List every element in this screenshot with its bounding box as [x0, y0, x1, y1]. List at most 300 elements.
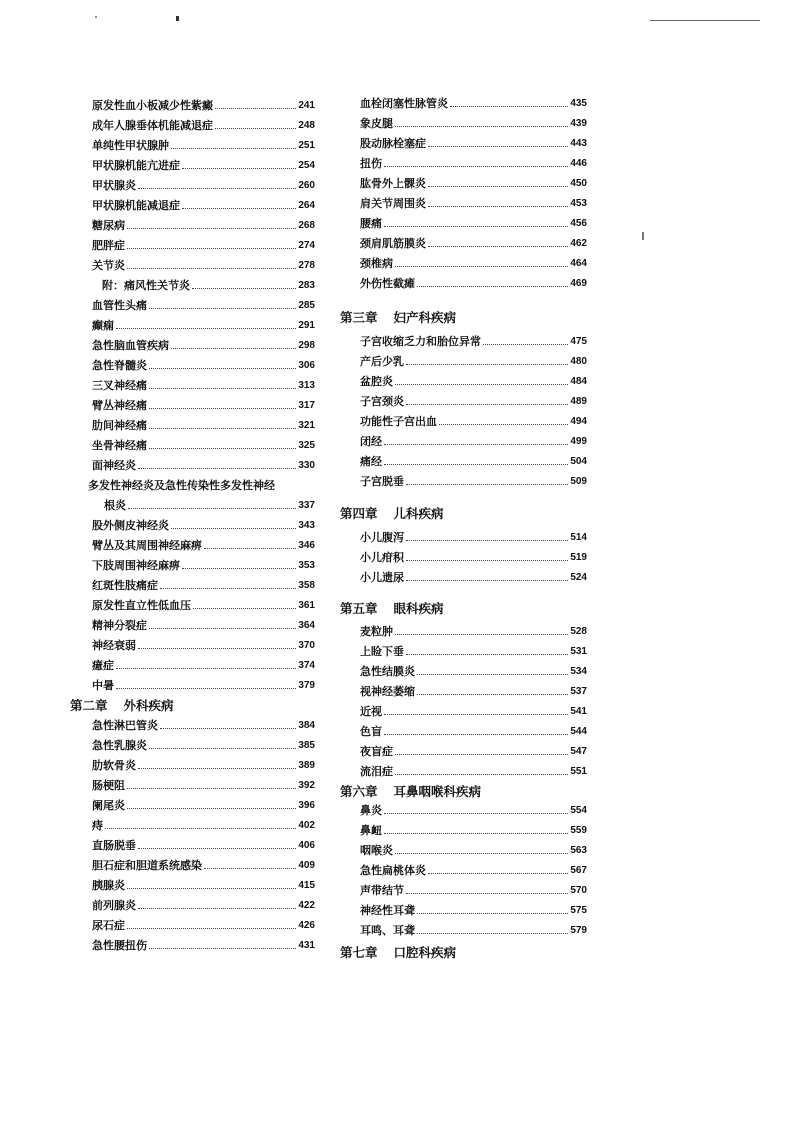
entry-title: 股动脉栓塞症: [360, 137, 426, 150]
dot-leader: [439, 424, 568, 425]
entry-page: 278: [298, 259, 315, 271]
dot-leader: [204, 868, 296, 869]
toc-entry[interactable]: [340, 860, 587, 880]
dot-leader: [395, 774, 568, 775]
dot-leader: [406, 893, 568, 894]
dot-leader: [450, 106, 568, 107]
entry-title: 声带结节: [360, 884, 404, 897]
entry-title: 中暑: [92, 679, 114, 692]
entry-title: 成年人腺垂体机能减退症: [92, 119, 213, 132]
chapter-number: 第六章: [340, 783, 378, 799]
dot-leader: [127, 888, 296, 889]
entry-title: 甲状腺机能减退症: [92, 199, 180, 212]
header-rule: [650, 20, 760, 21]
entry-title: 急性脊髓炎: [92, 359, 147, 372]
toc-entry[interactable]: [70, 115, 315, 135]
toc-entry[interactable]: [70, 915, 315, 935]
toc-entry[interactable]: [340, 273, 587, 293]
entry-page: 494: [570, 415, 587, 427]
chapter-heading: [340, 595, 587, 621]
toc-entry[interactable]: [70, 875, 315, 895]
entry-page: 456: [570, 217, 587, 229]
entry-page: 374: [298, 659, 315, 671]
toc-entry[interactable]: [70, 95, 315, 115]
dot-leader: [395, 754, 568, 755]
dot-leader: [384, 444, 568, 445]
toc-entry[interactable]: [340, 471, 587, 491]
chapter-number: 第三章: [340, 310, 378, 325]
dot-leader: [384, 166, 568, 167]
toc-entry[interactable]: [340, 900, 587, 920]
dot-leader: [406, 654, 568, 655]
toc-entry[interactable]: [340, 701, 587, 721]
entry-title: 糖尿病: [92, 219, 125, 232]
dot-leader: [406, 540, 568, 541]
dot-leader: [149, 388, 296, 389]
toc-entry[interactable]: [340, 820, 587, 840]
toc-entry[interactable]: [70, 835, 315, 855]
entry-page: 422: [298, 899, 315, 911]
toc-entry[interactable]: [70, 515, 315, 535]
toc-entry[interactable]: [70, 375, 315, 395]
dot-leader: [384, 813, 568, 814]
entry-title: 小儿腹泻: [360, 531, 404, 544]
dot-leader: [417, 286, 568, 287]
entry-page: 544: [570, 725, 587, 737]
toc-entry[interactable]: [340, 173, 587, 193]
toc-entry[interactable]: [340, 233, 587, 253]
dot-leader: [215, 128, 296, 129]
dot-leader: [127, 268, 296, 269]
toc-entry[interactable]: [340, 547, 587, 567]
dot-leader: [149, 448, 296, 449]
toc-entry[interactable]: [70, 555, 315, 575]
dot-leader: [149, 308, 296, 309]
dot-leader: [127, 808, 296, 809]
dot-leader: [417, 933, 568, 934]
toc-entry[interactable]: [340, 213, 587, 233]
chapter-heading: [340, 781, 587, 800]
toc-entry[interactable]: [70, 755, 315, 775]
entry-title: 癔症: [92, 659, 114, 672]
entry-page: 528: [570, 625, 587, 637]
entry-title: 扭伤: [360, 157, 382, 170]
entry-page: 575: [570, 904, 587, 916]
dot-leader: [182, 208, 296, 209]
toc-entry[interactable]: [70, 135, 315, 155]
entry-page: 480: [570, 355, 587, 367]
dot-leader: [428, 146, 568, 147]
dot-leader: [138, 468, 296, 469]
entry-page: 385: [298, 739, 315, 751]
toc-entry[interactable]: [70, 175, 315, 195]
entry-title: 麦粒肿: [360, 625, 393, 638]
entry-title: 盆腔炎: [360, 375, 393, 388]
scan-speck: [176, 16, 179, 21]
entry-title: 肋软骨炎: [92, 759, 136, 772]
toc-entry[interactable]: [340, 567, 587, 587]
entry-page: 406: [298, 839, 315, 851]
entry-page: 358: [298, 579, 315, 591]
entry-title: 闭经: [360, 435, 382, 448]
entry-page: 541: [570, 705, 587, 717]
dot-leader: [428, 873, 568, 874]
entry-title: 痔: [92, 819, 103, 832]
dot-leader: [384, 464, 568, 465]
entry-title: 关节炎: [92, 259, 125, 272]
dot-leader: [428, 186, 568, 187]
entry-page: 389: [298, 759, 315, 771]
dot-leader: [116, 328, 296, 329]
toc-entry[interactable]: [70, 635, 315, 655]
entry-title: 急性扁桃体炎: [360, 864, 426, 877]
entry-title: 面神经炎: [92, 459, 136, 472]
entry-page: 346: [298, 539, 315, 551]
toc-entry[interactable]: [340, 133, 587, 153]
toc-entry[interactable]: [340, 113, 587, 133]
entry-page: 264: [298, 199, 315, 211]
dot-leader: [384, 714, 568, 715]
entry-page: 337: [298, 499, 315, 511]
chapter-title: 耳鼻咽喉科疾病: [393, 783, 482, 799]
dot-leader: [149, 948, 296, 949]
entry-title: 急性脑血管疾病: [92, 339, 169, 352]
dot-leader: [384, 226, 568, 227]
toc-entry[interactable]: [70, 855, 315, 875]
toc-entry[interactable]: [70, 215, 315, 235]
entry-title: 近视: [360, 705, 382, 718]
entry-title: 癫痫: [92, 319, 114, 332]
toc-entry[interactable]: [70, 575, 315, 595]
toc-entry[interactable]: [340, 641, 587, 661]
entry-title: 甲状腺机能亢进症: [92, 159, 180, 172]
entry-page: 291: [298, 319, 315, 331]
entry-page: 554: [570, 804, 587, 816]
entry-title: 痛经: [360, 455, 382, 468]
chapter-heading: [70, 695, 315, 715]
dot-leader: [138, 908, 296, 909]
dot-leader: [127, 228, 296, 229]
entry-page: 489: [570, 395, 587, 407]
entry-title: 下肢周围神经麻痹: [92, 559, 180, 572]
chapter-number: 第五章: [340, 601, 378, 616]
toc-entry[interactable]: [70, 475, 315, 495]
toc-entry[interactable]: [340, 880, 587, 900]
entry-title: 小儿疳积: [360, 551, 404, 564]
toc-entry[interactable]: [340, 681, 587, 701]
dot-leader: [138, 648, 296, 649]
toc-entry[interactable]: [70, 315, 315, 335]
entry-page: 547: [570, 745, 587, 757]
dot-leader: [171, 148, 296, 149]
entry-page: 321: [298, 419, 315, 431]
toc-entry[interactable]: [340, 153, 587, 173]
entry-page: 514: [570, 531, 587, 543]
toc-entry[interactable]: [340, 761, 587, 781]
entry-page: 475: [570, 335, 587, 347]
toc-right-column: [340, 93, 587, 962]
entry-title: 前列腺炎: [92, 899, 136, 912]
entry-title: 胰腺炎: [92, 879, 125, 892]
entry-page: 285: [298, 299, 315, 311]
dot-leader: [395, 266, 568, 267]
toc-entry[interactable]: [70, 235, 315, 255]
dot-leader: [149, 408, 296, 409]
entry-title: 直肠脱垂: [92, 839, 136, 852]
toc-entry[interactable]: [340, 331, 587, 351]
entry-page: 464: [570, 257, 587, 269]
toc-entry[interactable]: [70, 775, 315, 795]
toc-entry[interactable]: [70, 615, 315, 635]
entry-title: 胆石症和胆道系统感染: [92, 859, 202, 872]
dot-leader: [395, 126, 568, 127]
chapter-heading: [340, 303, 587, 331]
dot-leader: [182, 168, 296, 169]
entry-title: 肋间神经痛: [92, 419, 147, 432]
entry-title: 神经衰弱: [92, 639, 136, 652]
toc-entry[interactable]: [340, 391, 587, 411]
dot-leader: [182, 568, 296, 569]
entry-page: 537: [570, 685, 587, 697]
dot-leader: [406, 484, 568, 485]
toc-entry[interactable]: [340, 253, 587, 273]
dot-leader: [384, 734, 568, 735]
dot-leader: [149, 368, 296, 369]
entry-page: 361: [298, 599, 315, 611]
entry-page: 274: [298, 239, 315, 251]
dot-leader: [417, 913, 568, 914]
entry-title: 多发性神经炎及急性传染性多发性神经: [88, 479, 275, 492]
entry-title: 耳鸣、耳聋: [360, 924, 415, 937]
dot-leader: [483, 344, 568, 345]
toc-entry[interactable]: [70, 895, 315, 915]
entry-page: 415: [298, 879, 315, 891]
toc-entry[interactable]: [340, 621, 587, 641]
dot-leader: [171, 528, 296, 529]
entry-title: 神经性耳聋: [360, 904, 415, 917]
entry-page: 509: [570, 475, 587, 487]
entry-page: 570: [570, 884, 587, 896]
toc-entry[interactable]: [340, 741, 587, 761]
entry-title: 原发性血小板减少性紫癜: [92, 99, 213, 112]
toc-entry[interactable]: [340, 193, 587, 213]
entry-page: 579: [570, 924, 587, 936]
entry-page: 409: [298, 859, 315, 871]
entry-title: 肥胖症: [92, 239, 125, 252]
entry-page: 396: [298, 799, 315, 811]
entry-page: 392: [298, 779, 315, 791]
chapter-title: 妇产科疾病: [393, 310, 457, 325]
toc-entry[interactable]: [340, 840, 587, 860]
entry-page: 364: [298, 619, 315, 631]
entry-page: 248: [298, 119, 315, 131]
entry-title: 子宫颈炎: [360, 395, 404, 408]
dot-leader: [428, 246, 568, 247]
entry-title: 小儿遗尿: [360, 571, 404, 584]
entry-title: 咽喉炎: [360, 844, 393, 857]
entry-title: 颈椎病: [360, 257, 393, 270]
chapter-title: 儿科疾病: [393, 506, 444, 521]
toc-entry[interactable]: [70, 815, 315, 835]
entry-page: 379: [298, 679, 315, 691]
entry-title: 阑尾炎: [92, 799, 125, 812]
dot-leader: [128, 508, 296, 509]
toc-entry[interactable]: [340, 93, 587, 113]
dot-leader: [127, 788, 296, 789]
entry-page: 435: [570, 97, 587, 109]
toc-entry[interactable]: [340, 920, 587, 940]
dot-leader: [149, 748, 296, 749]
dot-leader: [428, 206, 568, 207]
chapter-number: 第七章: [340, 945, 378, 960]
entry-title: 夜盲症: [360, 745, 393, 758]
entry-title: 附：痛风性关节炎: [102, 279, 190, 292]
entry-page: 431: [298, 939, 315, 951]
entry-page: 260: [298, 179, 315, 191]
dot-leader: [406, 404, 568, 405]
entry-page: 450: [570, 177, 587, 189]
chapter-number: 第四章: [340, 506, 378, 521]
entry-page: 453: [570, 197, 587, 209]
toc-entry[interactable]: [70, 535, 315, 555]
dot-leader: [105, 828, 296, 829]
entry-title: 血栓闭塞性脉管炎: [360, 97, 448, 110]
dot-leader: [127, 248, 296, 249]
entry-page: 551: [570, 765, 587, 777]
entry-page: 559: [570, 824, 587, 836]
dot-leader: [406, 560, 568, 561]
entry-page: 567: [570, 864, 587, 876]
toc-entry[interactable]: [70, 355, 315, 375]
toc-entry[interactable]: [340, 800, 587, 820]
toc-entry[interactable]: [70, 935, 315, 955]
entry-page: 268: [298, 219, 315, 231]
entry-page: 241: [298, 99, 315, 111]
chapter-title: 眼科疾病: [393, 601, 444, 616]
entry-title: 臂丛及其周围神经麻痹: [92, 539, 202, 552]
toc-entry[interactable]: [340, 661, 587, 681]
dot-leader: [127, 928, 296, 929]
toc-entry[interactable]: [70, 255, 315, 275]
toc-entry[interactable]: [70, 455, 315, 475]
entry-page: 499: [570, 435, 587, 447]
entry-page: 330: [298, 459, 315, 471]
dot-leader: [160, 728, 296, 729]
toc-entry[interactable]: [70, 595, 315, 615]
chapter-number: 第二章: [70, 698, 108, 713]
entry-title: 单纯性甲状腺肿: [92, 139, 169, 152]
toc-left-column: [70, 95, 315, 955]
toc-entry[interactable]: [70, 675, 315, 695]
toc-entry[interactable]: [340, 451, 587, 471]
toc-entry[interactable]: [70, 335, 315, 355]
entry-page: 462: [570, 237, 587, 249]
dot-leader: [116, 668, 296, 669]
entry-title: 子宫脱垂: [360, 475, 404, 488]
entry-title: 尿石症: [92, 919, 125, 932]
chapter-title: 外科疾病: [123, 698, 174, 713]
entry-title: 象皮腿: [360, 117, 393, 130]
entry-page: 325: [298, 439, 315, 451]
dot-leader: [149, 628, 296, 629]
entry-page: 563: [570, 844, 587, 856]
entry-page: 298: [298, 339, 315, 351]
toc-entry[interactable]: [70, 155, 315, 175]
toc-entry[interactable]: [70, 435, 315, 455]
entry-page: 384: [298, 719, 315, 731]
entry-title: 颈肩肌筋膜炎: [360, 237, 426, 250]
toc-entry[interactable]: [70, 275, 315, 295]
dot-leader: [138, 848, 296, 849]
toc-entry[interactable]: [70, 655, 315, 675]
dot-leader: [138, 768, 296, 769]
entry-title: 外伤性截瘫: [360, 277, 415, 290]
toc-entry[interactable]: [340, 411, 587, 431]
toc-entry[interactable]: [70, 415, 315, 435]
entry-page: 254: [298, 159, 315, 171]
toc-entry[interactable]: [70, 495, 315, 515]
entry-title: 鼻衄: [360, 824, 382, 837]
dot-leader: [149, 428, 296, 429]
toc-entry[interactable]: [340, 351, 587, 371]
entry-title: 功能性子宫出血: [360, 415, 437, 428]
entry-title: 肠梗阻: [92, 779, 125, 792]
entry-title: 腰痛: [360, 217, 382, 230]
dot-leader: [171, 348, 296, 349]
dot-leader: [406, 364, 568, 365]
entry-title: 精神分裂症: [92, 619, 147, 632]
entry-page: 353: [298, 559, 315, 571]
entry-title: 视神经萎缩: [360, 685, 415, 698]
chapter-heading: [340, 942, 587, 962]
toc-entry[interactable]: [70, 195, 315, 215]
entry-title: 肱骨外上髁炎: [360, 177, 426, 190]
entry-page: 469: [570, 277, 587, 289]
toc-entry[interactable]: [70, 295, 315, 315]
dot-leader: [204, 548, 296, 549]
entry-title: 上睑下垂: [360, 645, 404, 658]
entry-page: 402: [298, 819, 315, 831]
entry-title: 流泪症: [360, 765, 393, 778]
entry-page: 283: [298, 279, 315, 291]
toc-entry[interactable]: [340, 371, 587, 391]
dot-leader: [193, 608, 296, 609]
toc-entry[interactable]: [340, 431, 587, 451]
entry-title: 原发性直立性低血压: [92, 599, 191, 612]
dot-leader: [160, 588, 296, 589]
entry-page: 426: [298, 919, 315, 931]
entry-title: 子宫收缩乏力和胎位异常: [360, 335, 481, 348]
dot-leader: [395, 384, 568, 385]
dot-leader: [384, 833, 568, 834]
entry-page: 534: [570, 665, 587, 677]
entry-title: 急性结膜炎: [360, 665, 415, 678]
entry-title: 坐骨神经痛: [92, 439, 147, 452]
entry-page: 370: [298, 639, 315, 651]
entry-title: 臂丛神经痛: [92, 399, 147, 412]
entry-title: 鼻炎: [360, 804, 382, 817]
entry-page: 504: [570, 455, 587, 467]
dot-leader: [116, 688, 296, 689]
entry-title: 红斑性肢痛症: [92, 579, 158, 592]
toc-entry[interactable]: [70, 735, 315, 755]
toc-entry[interactable]: [340, 527, 587, 547]
toc-entry[interactable]: [340, 721, 587, 741]
entry-page: 531: [570, 645, 587, 657]
toc-entry[interactable]: [70, 395, 315, 415]
toc-entry[interactable]: [70, 715, 315, 735]
toc-entry[interactable]: [70, 795, 315, 815]
